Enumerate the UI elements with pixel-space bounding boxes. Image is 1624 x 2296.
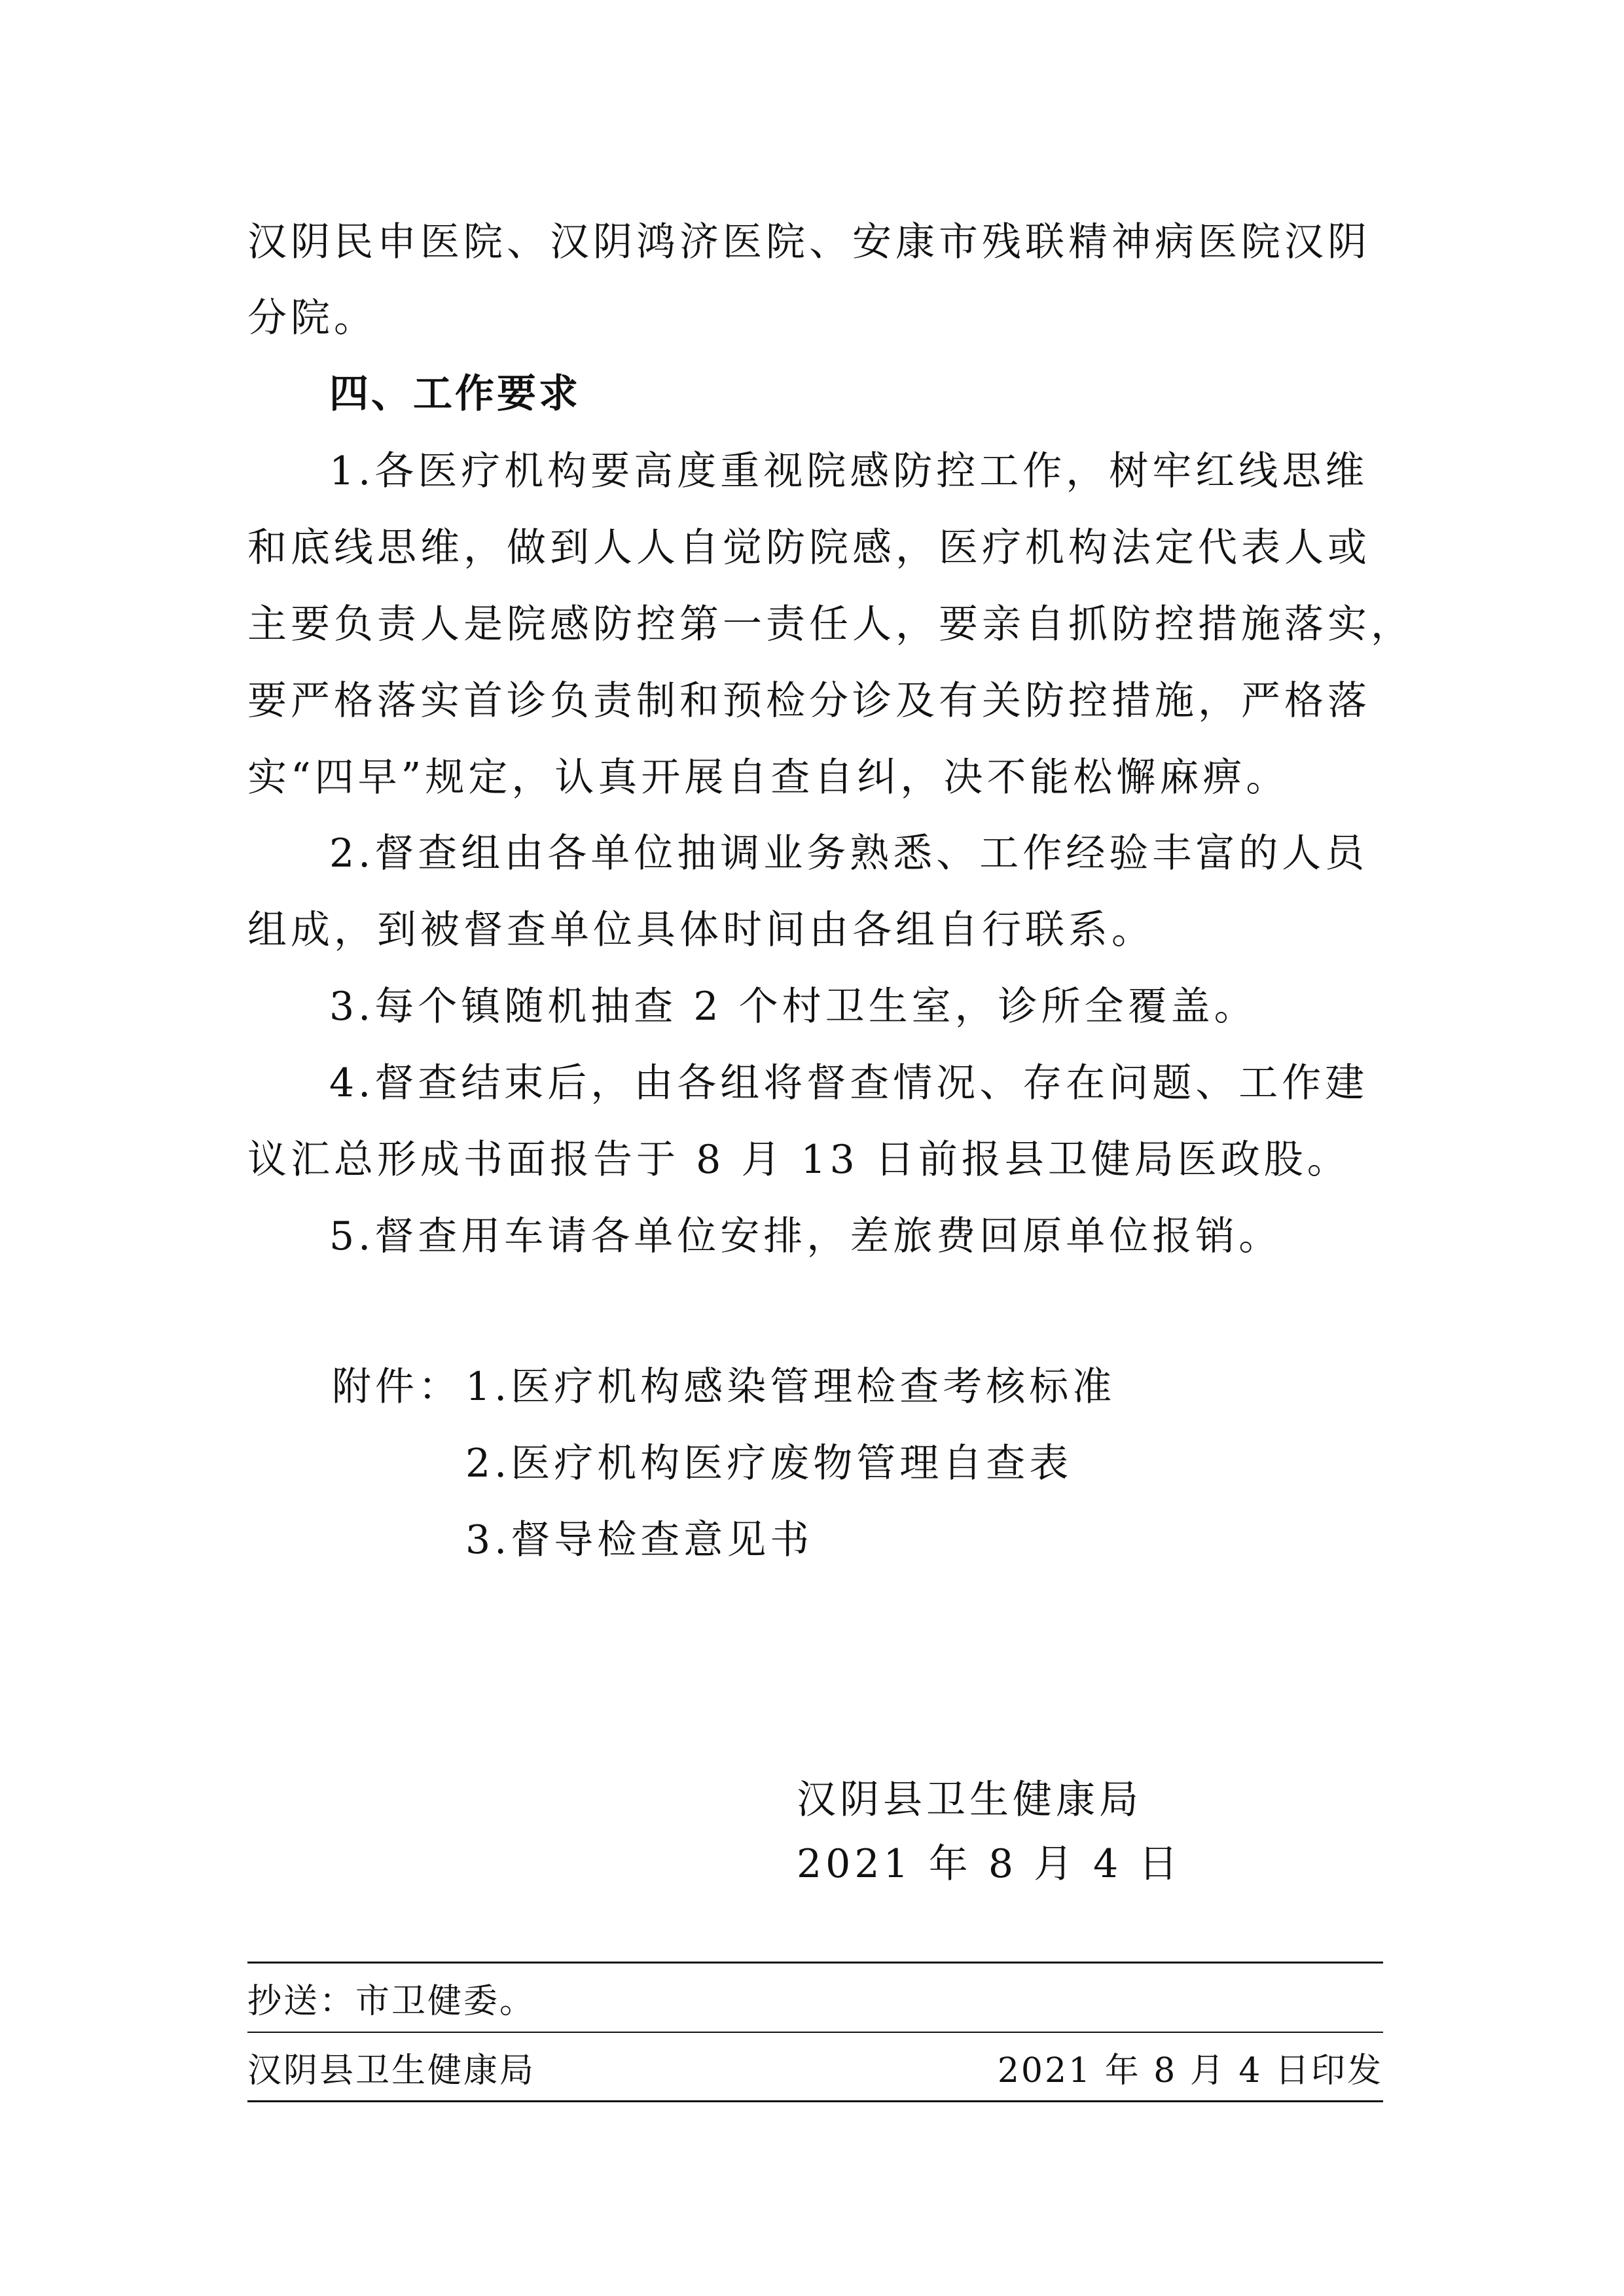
signature-date: 2021 年 8 月 4 日	[797, 1841, 1182, 1887]
body-text-line: 2.督查组由各单位抽调业务熟悉、工作经验丰富的人员	[329, 831, 1369, 876]
attachment-item: 1.医疗机构感染管理检查考核标准	[465, 1364, 1116, 1410]
body-text-line: 5.督查用车请各单位安排，差旅费回原单位报销。	[329, 1213, 1282, 1259]
body-text-line: 汉阴民申医院、汉阴鸿济医院、安康市残联精神病医院汉阴	[247, 219, 1371, 265]
section-heading: 四、工作要求	[329, 371, 581, 417]
body-text-line: 和底线思维，做到人人自觉防院感，医疗机构法定代表人或	[247, 525, 1371, 571]
body-text-line: 实“四早”规定，认真开展自查自纠，决不能松懈麻痹。	[247, 755, 1290, 800]
body-text-line: 主要负责人是院感防控第一责任人，要亲自抓防控措施落实，	[247, 601, 1414, 647]
body-text-line: 要严格落实首诊负责制和预检分诊及有关防控措施，严格落	[247, 678, 1371, 724]
body-text-line: 3.每个镇随机抽查 2 个村卫生室，诊所全覆盖。	[329, 984, 1257, 1030]
body-text-line: 组成，到被督查单位具体时间由各组自行联系。	[247, 907, 1155, 953]
body-text-line: 分院。	[247, 295, 377, 341]
body-text-line: 1.各医疗机构要高度重视院感防控工作，树牢红线思维	[329, 448, 1369, 494]
issuer-name: 汉阴县卫生健康局	[247, 2051, 536, 2090]
footer-rule-middle	[247, 2032, 1383, 2033]
cc-line: 抄送：市卫健委。	[247, 1982, 536, 2021]
body-text-line: 4.督查结束后，由各组将督查情况、存在问题、工作建	[329, 1060, 1369, 1106]
signature-org: 汉阴县卫生健康局	[797, 1777, 1142, 1823]
attachment-item: 3.督导检查意见书	[465, 1517, 814, 1563]
footer-rule-bottom	[247, 2100, 1383, 2102]
attachments-label: 附件：	[332, 1364, 461, 1410]
footer-rule-top	[247, 1962, 1383, 1964]
attachment-item: 2.医疗机构医疗废物管理自查表	[465, 1441, 1073, 1486]
body-text-line: 议汇总形成书面报告于 8 月 13 日前报县卫健局医政股。	[247, 1137, 1350, 1183]
issue-date: 2021 年 8 月 4 日印发	[997, 2051, 1383, 2090]
